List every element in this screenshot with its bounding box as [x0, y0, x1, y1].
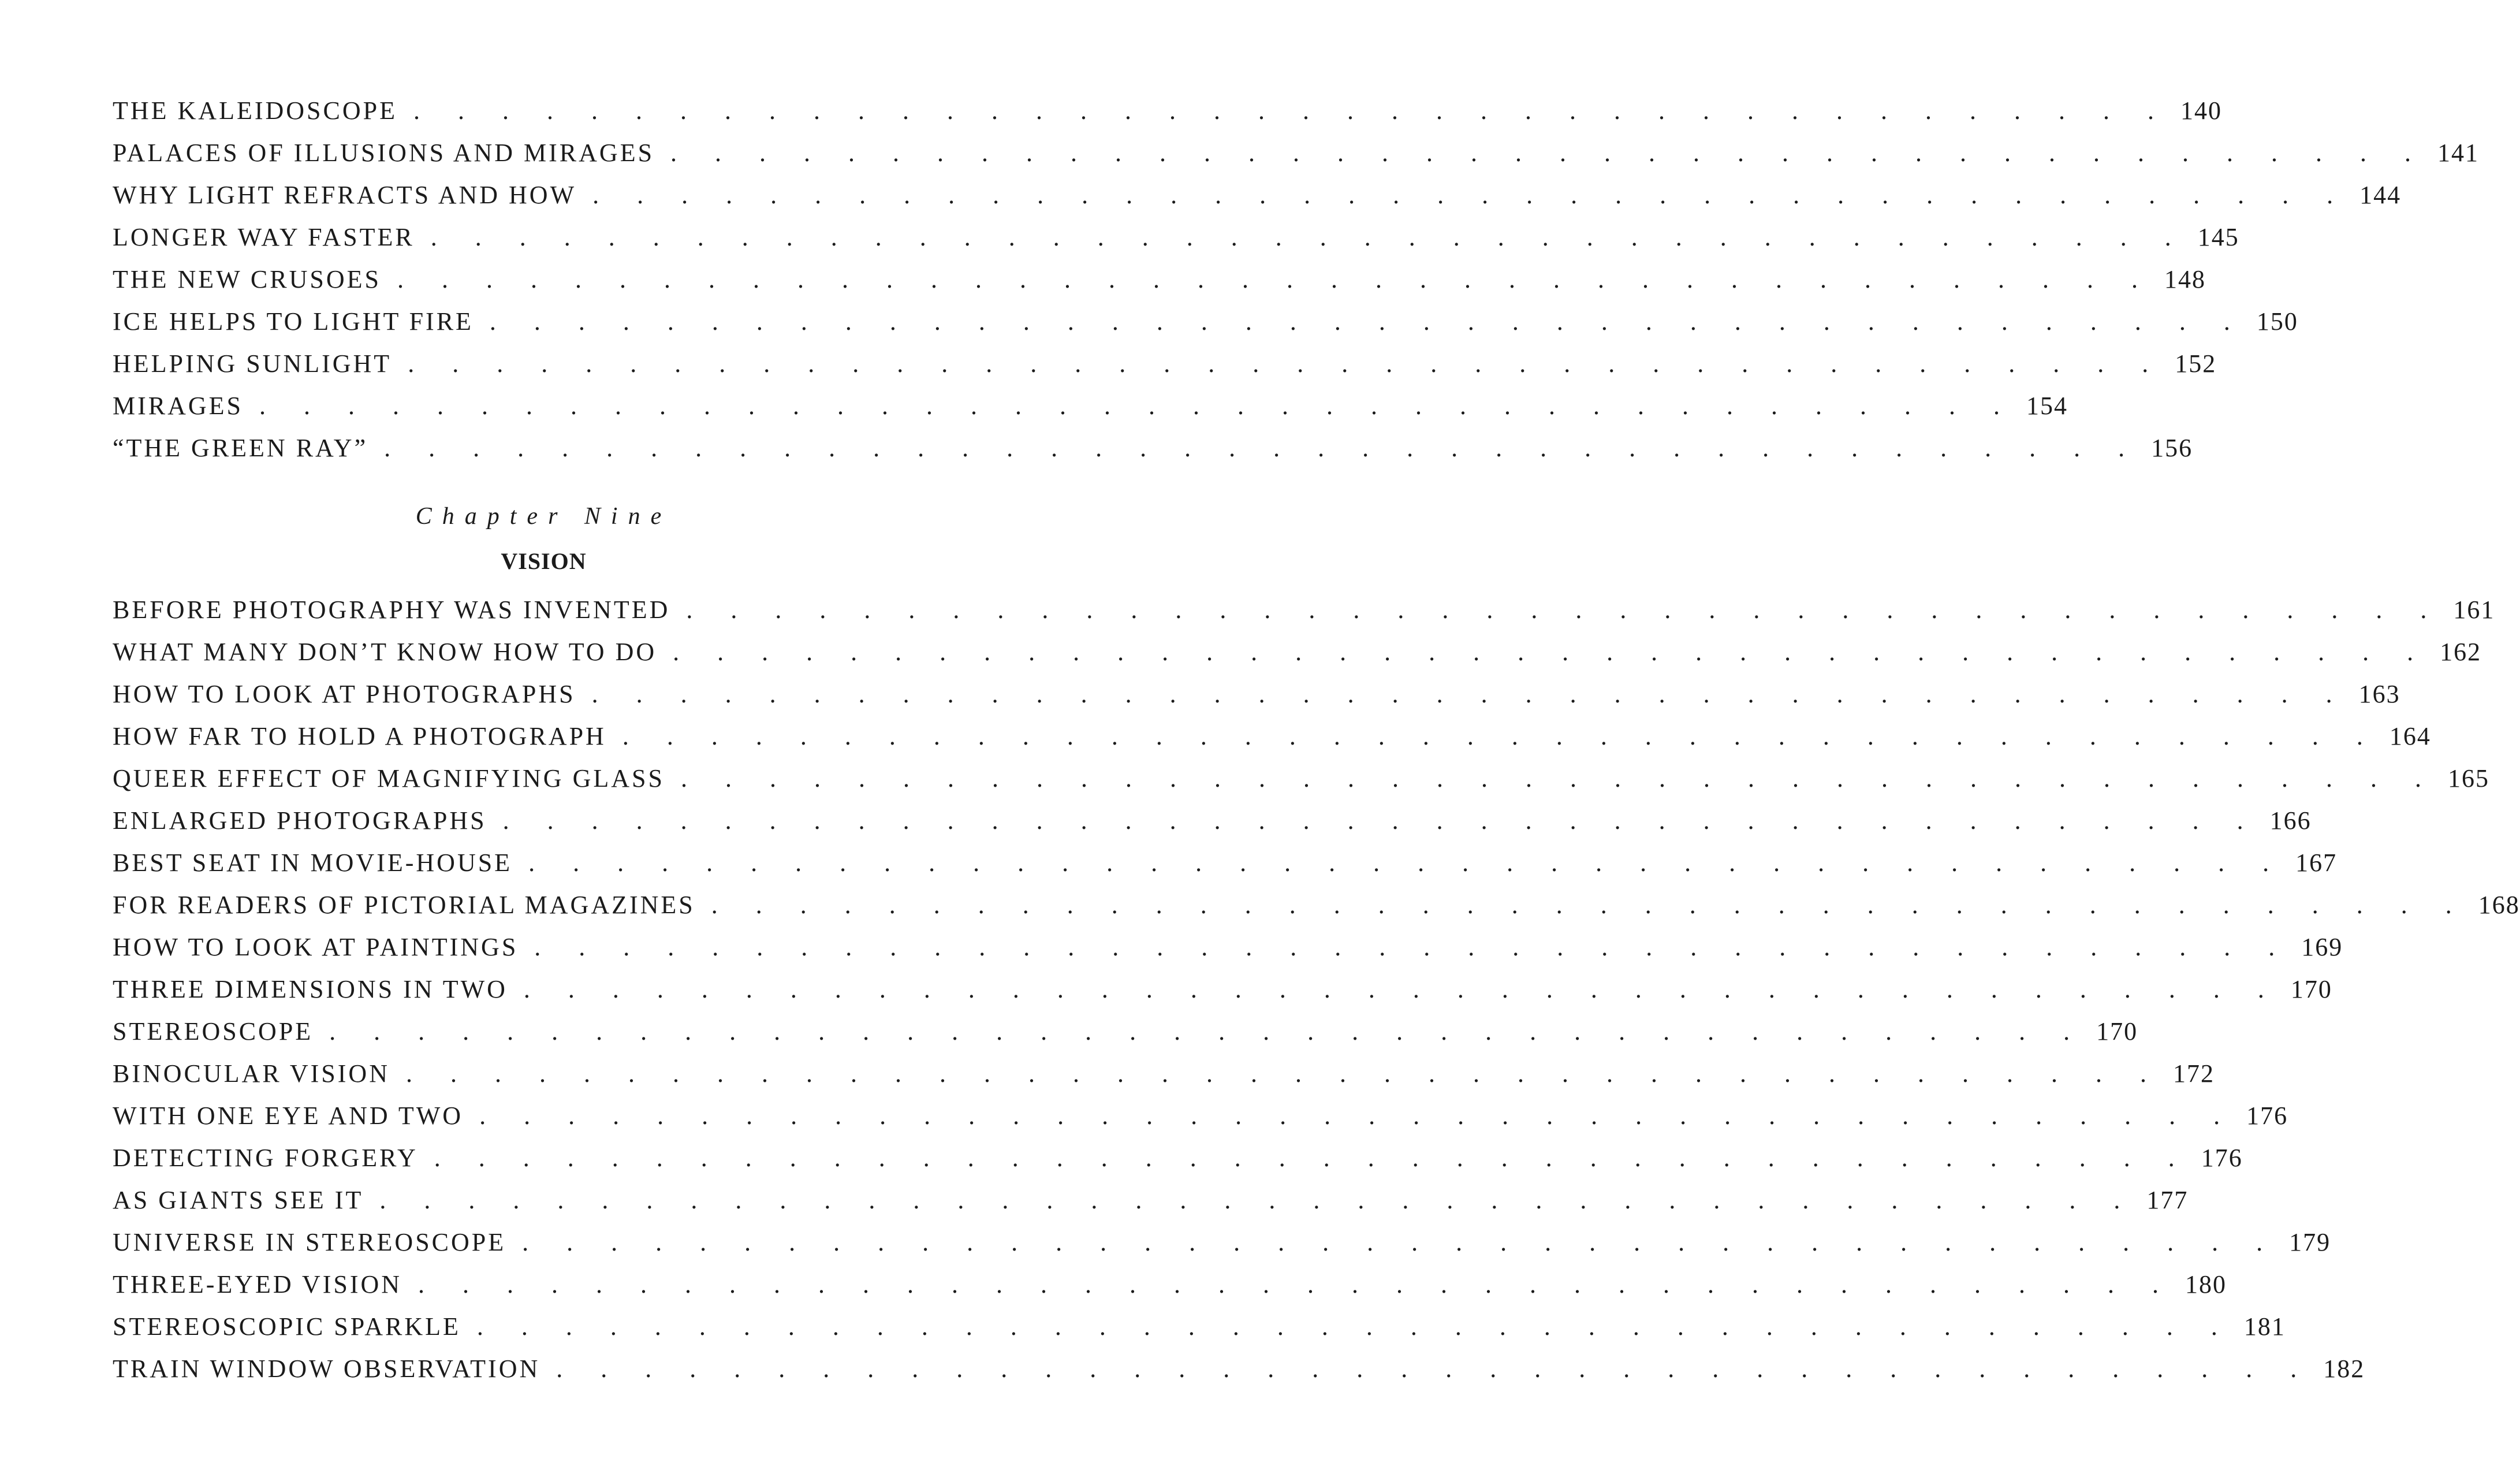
toc-section-optics	[113, 90, 2480, 469]
toc-entry-title: PALACES OF ILLUSIONS AND MIRAGES	[113, 139, 655, 167]
toc-entry	[113, 757, 2489, 799]
toc-entry-page: 180	[2185, 1270, 2227, 1299]
toc-entry-title: THREE DIMENSIONS IN TWO	[113, 975, 508, 1003]
dot-leader: . . . . . . . . . . . . . . . . . . . . . . . . . . . . . . . . . . . . . . . .	[329, 1017, 2070, 1046]
toc-entry	[113, 343, 2217, 385]
toc-entry-title: THE KALEIDOSCOPE	[113, 96, 397, 125]
toc-entry	[113, 1179, 2189, 1221]
toc-entry-page: 179	[2289, 1228, 2331, 1256]
toc-entry-title: BINOCULAR VISION	[113, 1059, 390, 1088]
dot-leader: . . . . . . . . . . . . . . . . . . . . . . . . . . . . . . . . . . . . . . . .	[523, 975, 2264, 1003]
toc-entry-title: HOW FAR TO HOLD A PHOTOGRAPH	[113, 722, 606, 750]
dot-leader: . . . . . . . . . . . . . . . . . . . . . . . . . . . . . . . . . . . . . . . .	[528, 849, 2269, 877]
toc-entry-page: 162	[2440, 638, 2482, 666]
toc-entry-title: BEFORE PHOTOGRAPHY WAS INVENTED	[113, 596, 670, 624]
toc-entry	[113, 258, 2206, 300]
toc-entry-page: 161	[2453, 596, 2495, 624]
toc-entry	[113, 1221, 2331, 1263]
toc-entry-title: UNIVERSE IN STEREOSCOPE	[113, 1228, 506, 1256]
toc-entry-page: 148	[2164, 265, 2206, 293]
dot-leader: . . . . . . . . . . . . . . . . . . . . . . . . . . . . . . . . . . . . . . . .	[259, 392, 2000, 420]
dot-leader: . . . . . . . . . . . . . . . . . . . . . . . . . . . . . . . . . . . . . . . .	[686, 596, 2427, 624]
toc-entry	[113, 132, 2480, 174]
toc-entry	[113, 1348, 2365, 1390]
dot-leader: . . . . . . . . . . . . . . . . . . . . . . . . . . . . . . . . . . . . . . . .	[476, 1312, 2217, 1341]
toc-section-vision	[113, 589, 2520, 1390]
dot-leader: . . . . . . . . . . . . . . . . . . . . . . . . . . . . . . . . . . . . . . . .	[534, 933, 2275, 961]
dot-leader: . . . . . . . . . . . . . . . . . . . . . . . . . . . . . . . . . . . . . . . .	[434, 1144, 2175, 1172]
dot-leader: . . . . . . . . . . . . . . . . . . . . . . . . . . . . . . . . . . . . . . . .	[405, 1059, 2146, 1088]
toc-entry	[113, 174, 2402, 216]
dot-leader: . . . . . . . . . . . . . . . . . . . . . . . . . . . . . . . . . . . . . . . .	[680, 764, 2421, 793]
toc-entry-title: STEREOSCOPIC SPARKLE	[113, 1312, 461, 1341]
chapter-label: Chapter Nine	[415, 503, 672, 530]
toc-entry	[113, 1095, 2288, 1137]
toc-entry-title: THREE-EYED VISION	[113, 1270, 402, 1299]
toc-entry	[113, 1305, 2286, 1348]
toc-entry-page: 176	[2246, 1102, 2288, 1130]
toc-entry-page: 170	[2290, 975, 2332, 1003]
toc-entry-page: 156	[2151, 434, 2193, 462]
toc-entry-page: 163	[2358, 680, 2400, 708]
chapter-title: VISION	[501, 548, 587, 574]
dot-leader: . . . . . . . . . . . . . . . . . . . . . . . . . . . . . . . . . . . . . . . .	[384, 434, 2125, 462]
toc-entry-title: STEREOSCOPE	[113, 1017, 314, 1046]
toc-entry-title: AS GIANTS SEE IT	[113, 1186, 364, 1214]
toc-entry	[113, 926, 2343, 968]
toc-entry-title: HOW TO LOOK AT PAINTINGS	[113, 933, 519, 961]
dot-leader: . . . . . . . . . . . . . . . . . . . . . . . . . . . . . . . . . . . . . . . .	[479, 1102, 2220, 1130]
toc-entry-title: BEST SEAT IN MOVIE-HOUSE	[113, 849, 513, 877]
dot-leader: . . . . . . . . . . . . . . . . . . . . . . . . . . . . . . . . . . . . . . . .	[591, 680, 2332, 708]
dot-leader: . . . . . . . . . . . . . . . . . . . . . . . . . . . . . . . . . . . . . . . .	[413, 96, 2154, 125]
toc-entry	[113, 427, 2193, 469]
toc-entry-page: 168	[2478, 891, 2520, 919]
toc-entry-title: WHAT MANY DON’T KNOW HOW TO DO	[113, 638, 657, 666]
toc-entry	[113, 842, 2338, 884]
toc-entry	[113, 90, 2222, 132]
dot-leader: . . . . . . . . . . . . . . . . . . . . . . . . . . . . . . . . . . . . . . . .	[622, 722, 2363, 750]
toc-entry-page: 169	[2301, 933, 2343, 961]
toc-entry	[113, 1137, 2243, 1179]
toc-entry	[113, 300, 2298, 343]
toc-entry	[113, 799, 2312, 842]
toc-entry	[113, 673, 2400, 715]
toc-entry-page: 145	[2197, 223, 2239, 251]
toc-entry-page: 154	[2026, 392, 2068, 420]
toc-entry	[113, 715, 2431, 757]
toc-entry-title: DETECTING FORGERY	[113, 1144, 418, 1172]
toc-entry-page: 167	[2295, 849, 2338, 877]
toc-entry-title: WHY LIGHT REFRACTS AND HOW	[113, 181, 577, 209]
toc-entry-page: 176	[2201, 1144, 2243, 1172]
toc-entry-page: 170	[2096, 1017, 2138, 1046]
toc-entry-title: “THE GREEN RAY”	[113, 434, 368, 462]
toc-entry	[113, 1263, 2227, 1305]
toc-entry-page: 172	[2172, 1059, 2215, 1088]
dot-leader: . . . . . . . . . . . . . . . . . . . . . . . . . . . . . . . . . . . . . . . .	[397, 265, 2138, 293]
dot-leader: . . . . . . . . . . . . . . . . . . . . . . . . . . . . . . . . . . . . . . . .	[673, 638, 2414, 666]
toc-entry-title: TRAIN WINDOW OBSERVATION	[113, 1355, 540, 1383]
toc-entry-title: ENLARGED PHOTOGRAPHS	[113, 806, 487, 835]
toc-entry-title: LONGER WAY FASTER	[113, 223, 415, 251]
toc-entry-page: 144	[2359, 181, 2402, 209]
dot-leader: . . . . . . . . . . . . . . . . . . . . . . . . . . . . . . . . . . . . . . . .	[556, 1355, 2297, 1383]
toc-entry-title: HELPING SUNLIGHT	[113, 349, 392, 378]
dot-leader: . . . . . . . . . . . . . . . . . . . . . . . . . . . . . . . . . . . . . . . .	[408, 349, 2149, 378]
toc-entry-title: HOW TO LOOK AT PHOTOGRAPHS	[113, 680, 576, 708]
toc-entry-title: QUEER EFFECT OF MAGNIFYING GLASS	[113, 764, 665, 793]
toc-entry-page: 181	[2243, 1312, 2286, 1341]
toc-entry	[113, 385, 2068, 427]
toc-entry-page: 165	[2447, 764, 2489, 793]
toc-entry	[113, 589, 2495, 631]
dot-leader: . . . . . . . . . . . . . . . . . . . . . . . . . . . . . . . . . . . . . . . .	[430, 223, 2171, 251]
dot-leader: . . . . . . . . . . . . . . . . . . . . . . . . . . . . . . . . . . . . . . . .	[489, 307, 2230, 336]
toc-entry-title: ICE HELPS TO LIGHT FIRE	[113, 307, 474, 336]
toc-entry-page: 141	[2437, 139, 2480, 167]
toc-entry	[113, 216, 2239, 258]
toc-entry-page: 182	[2323, 1355, 2365, 1383]
toc-entry	[113, 968, 2332, 1010]
dot-leader: . . . . . . . . . . . . . . . . . . . . . . . . . . . . . . . . . . . . . . . .	[379, 1186, 2120, 1214]
toc-entry-page: 150	[2256, 307, 2298, 336]
toc-entry-title: FOR READERS OF PICTORIAL MAGAZINES	[113, 891, 695, 919]
dot-leader: . . . . . . . . . . . . . . . . . . . . . . . . . . . . . . . . . . . . . . . .	[418, 1270, 2159, 1299]
toc-entry	[113, 1010, 2138, 1052]
toc-entry-page: 152	[2175, 349, 2217, 378]
dot-leader: . . . . . . . . . . . . . . . . . . . . . . . . . . . . . . . . . . . . . . . .	[522, 1228, 2263, 1256]
toc-entry	[113, 1052, 2215, 1095]
dot-leader: . . . . . . . . . . . . . . . . . . . . . . . . . . . . . . . . . . . . . . . .	[592, 181, 2333, 209]
dot-leader: . . . . . . . . . . . . . . . . . . . . . . . . . . . . . . . . . . . . . . . .	[670, 139, 2411, 167]
toc-entry-page: 164	[2389, 722, 2431, 750]
dot-leader: . . . . . . . . . . . . . . . . . . . . . . . . . . . . . . . . . . . . . . . .	[711, 891, 2452, 919]
toc-entry	[113, 884, 2520, 926]
toc-entry-title: WITH ONE EYE AND TWO	[113, 1102, 464, 1130]
toc-entry	[113, 631, 2482, 673]
toc-entry-page: 177	[2146, 1186, 2189, 1214]
toc-entry-page: 140	[2180, 96, 2222, 125]
toc-entry-title: MIRAGES	[113, 392, 244, 420]
dot-leader: . . . . . . . . . . . . . . . . . . . . . . . . . . . . . . . . . . . . . . . .	[502, 806, 2243, 835]
toc-entry-page: 166	[2269, 806, 2312, 835]
toc-entry-title: THE NEW CRUSOES	[113, 265, 381, 293]
